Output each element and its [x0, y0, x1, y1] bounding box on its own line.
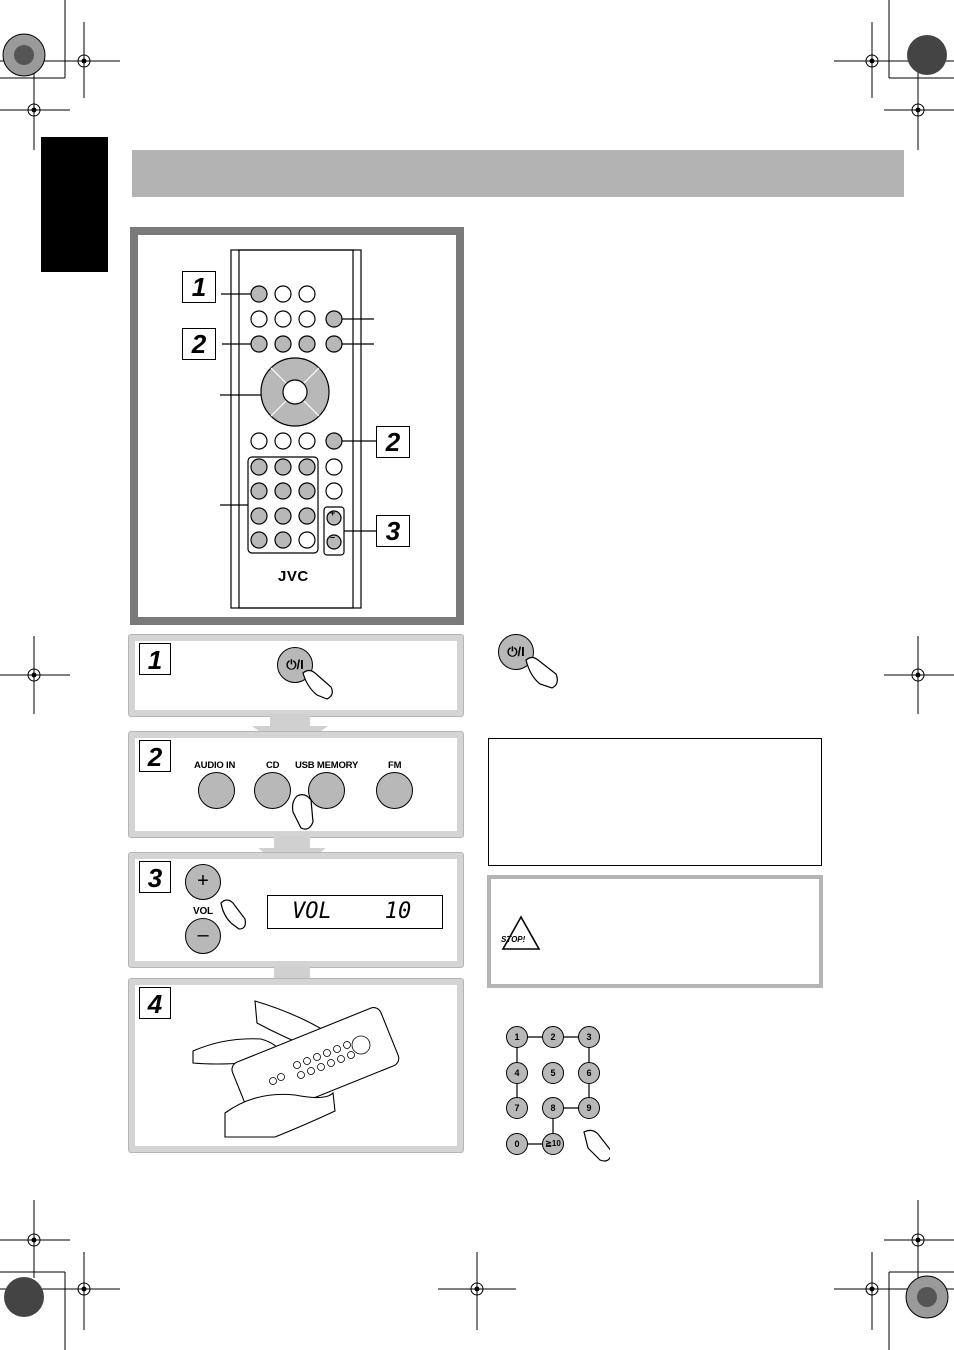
numeric-key-5: 5: [542, 1062, 564, 1084]
vol-label: VOL: [193, 906, 213, 917]
cd-button[interactable]: [254, 772, 291, 809]
stop-warning-icon: [501, 915, 541, 953]
step-3-panel: [128, 852, 464, 968]
numeric-key-4: 4: [506, 1062, 528, 1084]
pointing-finger-icon: [219, 897, 249, 933]
numeric-key-7: 7: [506, 1097, 528, 1119]
numeric-key-10plus: ≧10: [542, 1133, 564, 1155]
remote-label-3: 3: [376, 515, 410, 547]
volume-display: VOL 10: [267, 895, 443, 929]
pointing-finger-icon: [287, 792, 327, 834]
stop-text: STOP!: [501, 935, 526, 944]
remote-diagram: [130, 227, 464, 625]
section-header-bar: [132, 150, 904, 197]
pointing-finger-icon: [297, 665, 337, 705]
pointing-finger-icon: [520, 652, 564, 694]
power-button-illustration: ⏻/I: [498, 634, 534, 670]
step-4-number: 4: [139, 987, 171, 1019]
power-button[interactable]: ⏻/I: [277, 647, 313, 683]
language-tab: [41, 137, 108, 272]
remote-label-1: 1: [182, 271, 216, 303]
volume-down-button[interactable]: –: [185, 918, 221, 954]
step-2-panel: [128, 731, 464, 838]
volume-up-button[interactable]: +: [185, 864, 221, 900]
numeric-key-9: 9: [578, 1097, 600, 1119]
usb-memory-label: USB MEMORY: [295, 760, 359, 771]
caution-box: [487, 875, 823, 988]
remote-vol-minus: –: [330, 532, 336, 542]
numeric-key-6: 6: [578, 1062, 600, 1084]
numeric-key-0: 0: [506, 1133, 528, 1155]
remote-vol-plus: +: [330, 508, 336, 518]
fm-button[interactable]: [376, 772, 413, 809]
fm-label: FM: [388, 760, 402, 771]
numeric-key-2: 2: [542, 1026, 564, 1048]
step-3-number: 3: [139, 861, 171, 893]
step-1-number: 1: [139, 643, 171, 675]
remote-label-2-left: 2: [182, 328, 216, 360]
audio-in-button[interactable]: [198, 772, 235, 809]
numeric-key-3: 3: [578, 1026, 600, 1048]
info-box: [488, 738, 822, 866]
step-2-number: 2: [139, 740, 171, 772]
audio-in-label: AUDIO IN: [194, 760, 236, 771]
hands-holding-remote-illustration: [185, 993, 415, 1143]
cd-label: CD: [266, 760, 280, 771]
remote-label-2-right: 2: [376, 426, 410, 458]
step-4-panel: [128, 978, 464, 1153]
step-1-panel: [128, 634, 464, 717]
numeric-key-8: 8: [542, 1097, 564, 1119]
numeric-key-1: 1: [506, 1026, 528, 1048]
remote-brand-logo: JVC: [278, 568, 309, 585]
